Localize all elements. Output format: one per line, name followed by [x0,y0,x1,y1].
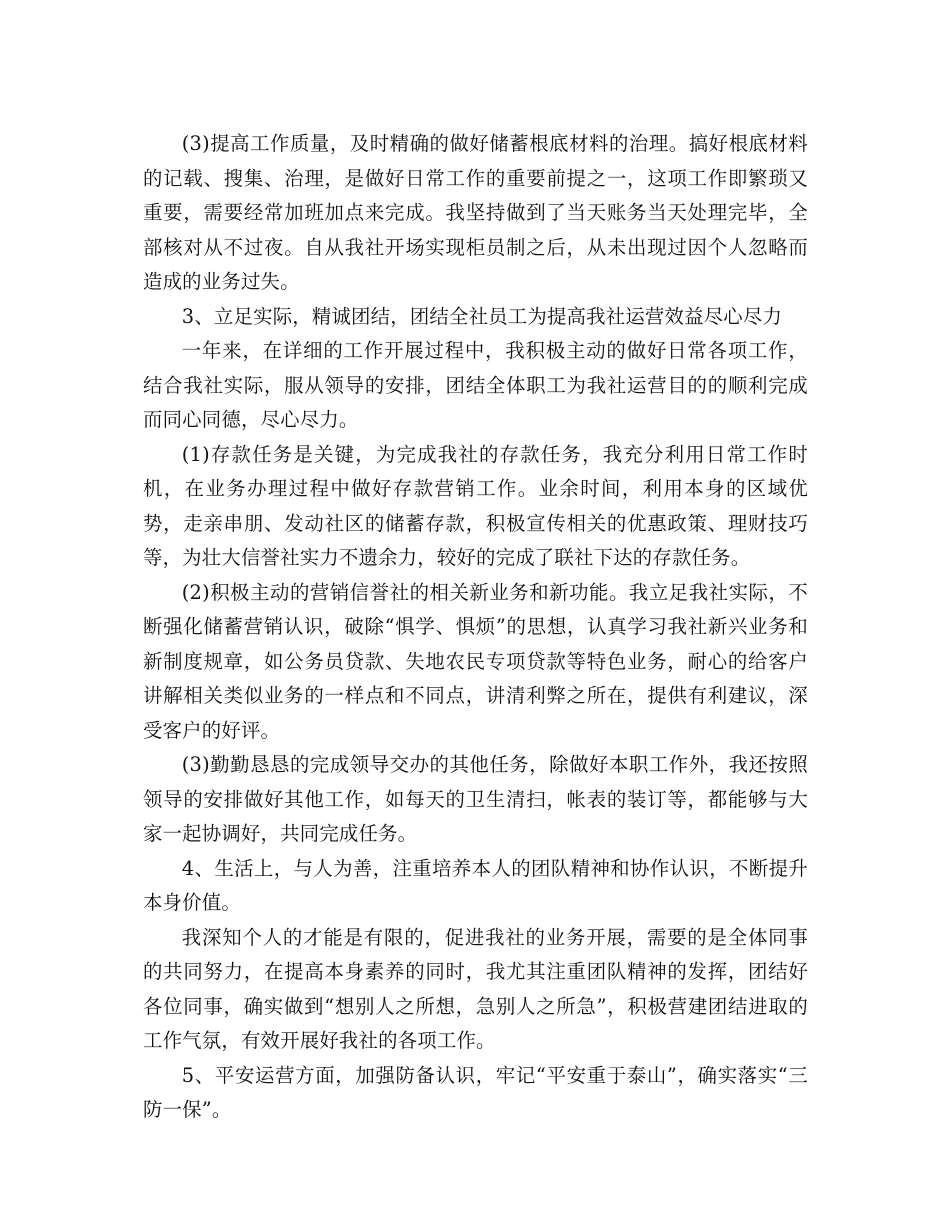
heading-section-3: 3、立足实际，精诚团结，团结全社员工为提高我社运营效益尽心尽力 [181,304,783,328]
paragraph-new-business: (2)积极主动的营销信誉社的相关新业务和新功能。我立足我社实际，不断强化储蓄营销认识，破除“惧学、惧烦”的思想，认真学习我社新兴业务和新制度规章，如公务员贷款、失地农民专项贷款等特色业务，耐心的给客户讲解相关类似业务的一样点和不同点，讲清利弊之所在，提供有利建议，深受客户的好评。 [143,580,808,742]
heading-section-5: 5、平安运营方面，加强防备认识，牢记“平安重于泰山”，确实落实“三防一保”。 [143,1063,808,1121]
paragraph-teamwork: 我深知个人的才能是有限的，促进我社的业务开展，需要的是全体同事的共同努力，在提高本身素养的同时，我尤其注重团队精神的发挥，团结好各位同事，确实做到“想别人之所想，急别人之所急”，积极营建团结进取的工作气氛，有效开展好我社的各项工作。 [143,925,808,1052]
paragraph-quality-materials: (3)提高工作质量，及时精确的做好储蓄根底材料的治理。搞好根底材料的记载、搜集、治理，是做好日常工作的重要前提之一，这项工作即繁琐又重要，需要经常加班加点来完成。我坚持做到了当天账务当天处理完毕，全部核对从不过夜。自从我社开场实现柜员制之后，从未出现过因个人忽略而造成的业务过失。 [143,132,808,293]
paragraph-overview: 一年来，在详细的工作开展过程中，我积极主动的做好日常各项工作，结合我社实际，服从领导的安排，团结全体职工为我社运营目的的顺利完成而同心同德，尽心尽力。 [143,339,808,431]
document-body [143,127,808,1128]
paragraph-other-tasks: (3)勤勤恳恳的完成领导交办的其他任务，除做好本职工作外，我还按照领导的安排做好其他工作，如每天的卫生清扫，帐表的装订等，都能够与大家一起协调好，共同完成任务。 [143,753,808,845]
paragraph-deposit-task: (1)存款任务是关键，为完成我社的存款任务，我充分利用日常工作时机，在业务办理过程中做好存款营销工作。业余时间，利用本身的区域优势，走亲串朋、发动社区的储蓄存款，积极宣传相关的优惠政策、理财技巧等，为壮大信誉社实力不遗余力，较好的完成了联社下达的存款任务。 [143,442,808,569]
heading-section-4: 4、生活上，与人为善，注重培养本人的团队精神和协作认识，不断提升本身价值。 [143,856,808,914]
